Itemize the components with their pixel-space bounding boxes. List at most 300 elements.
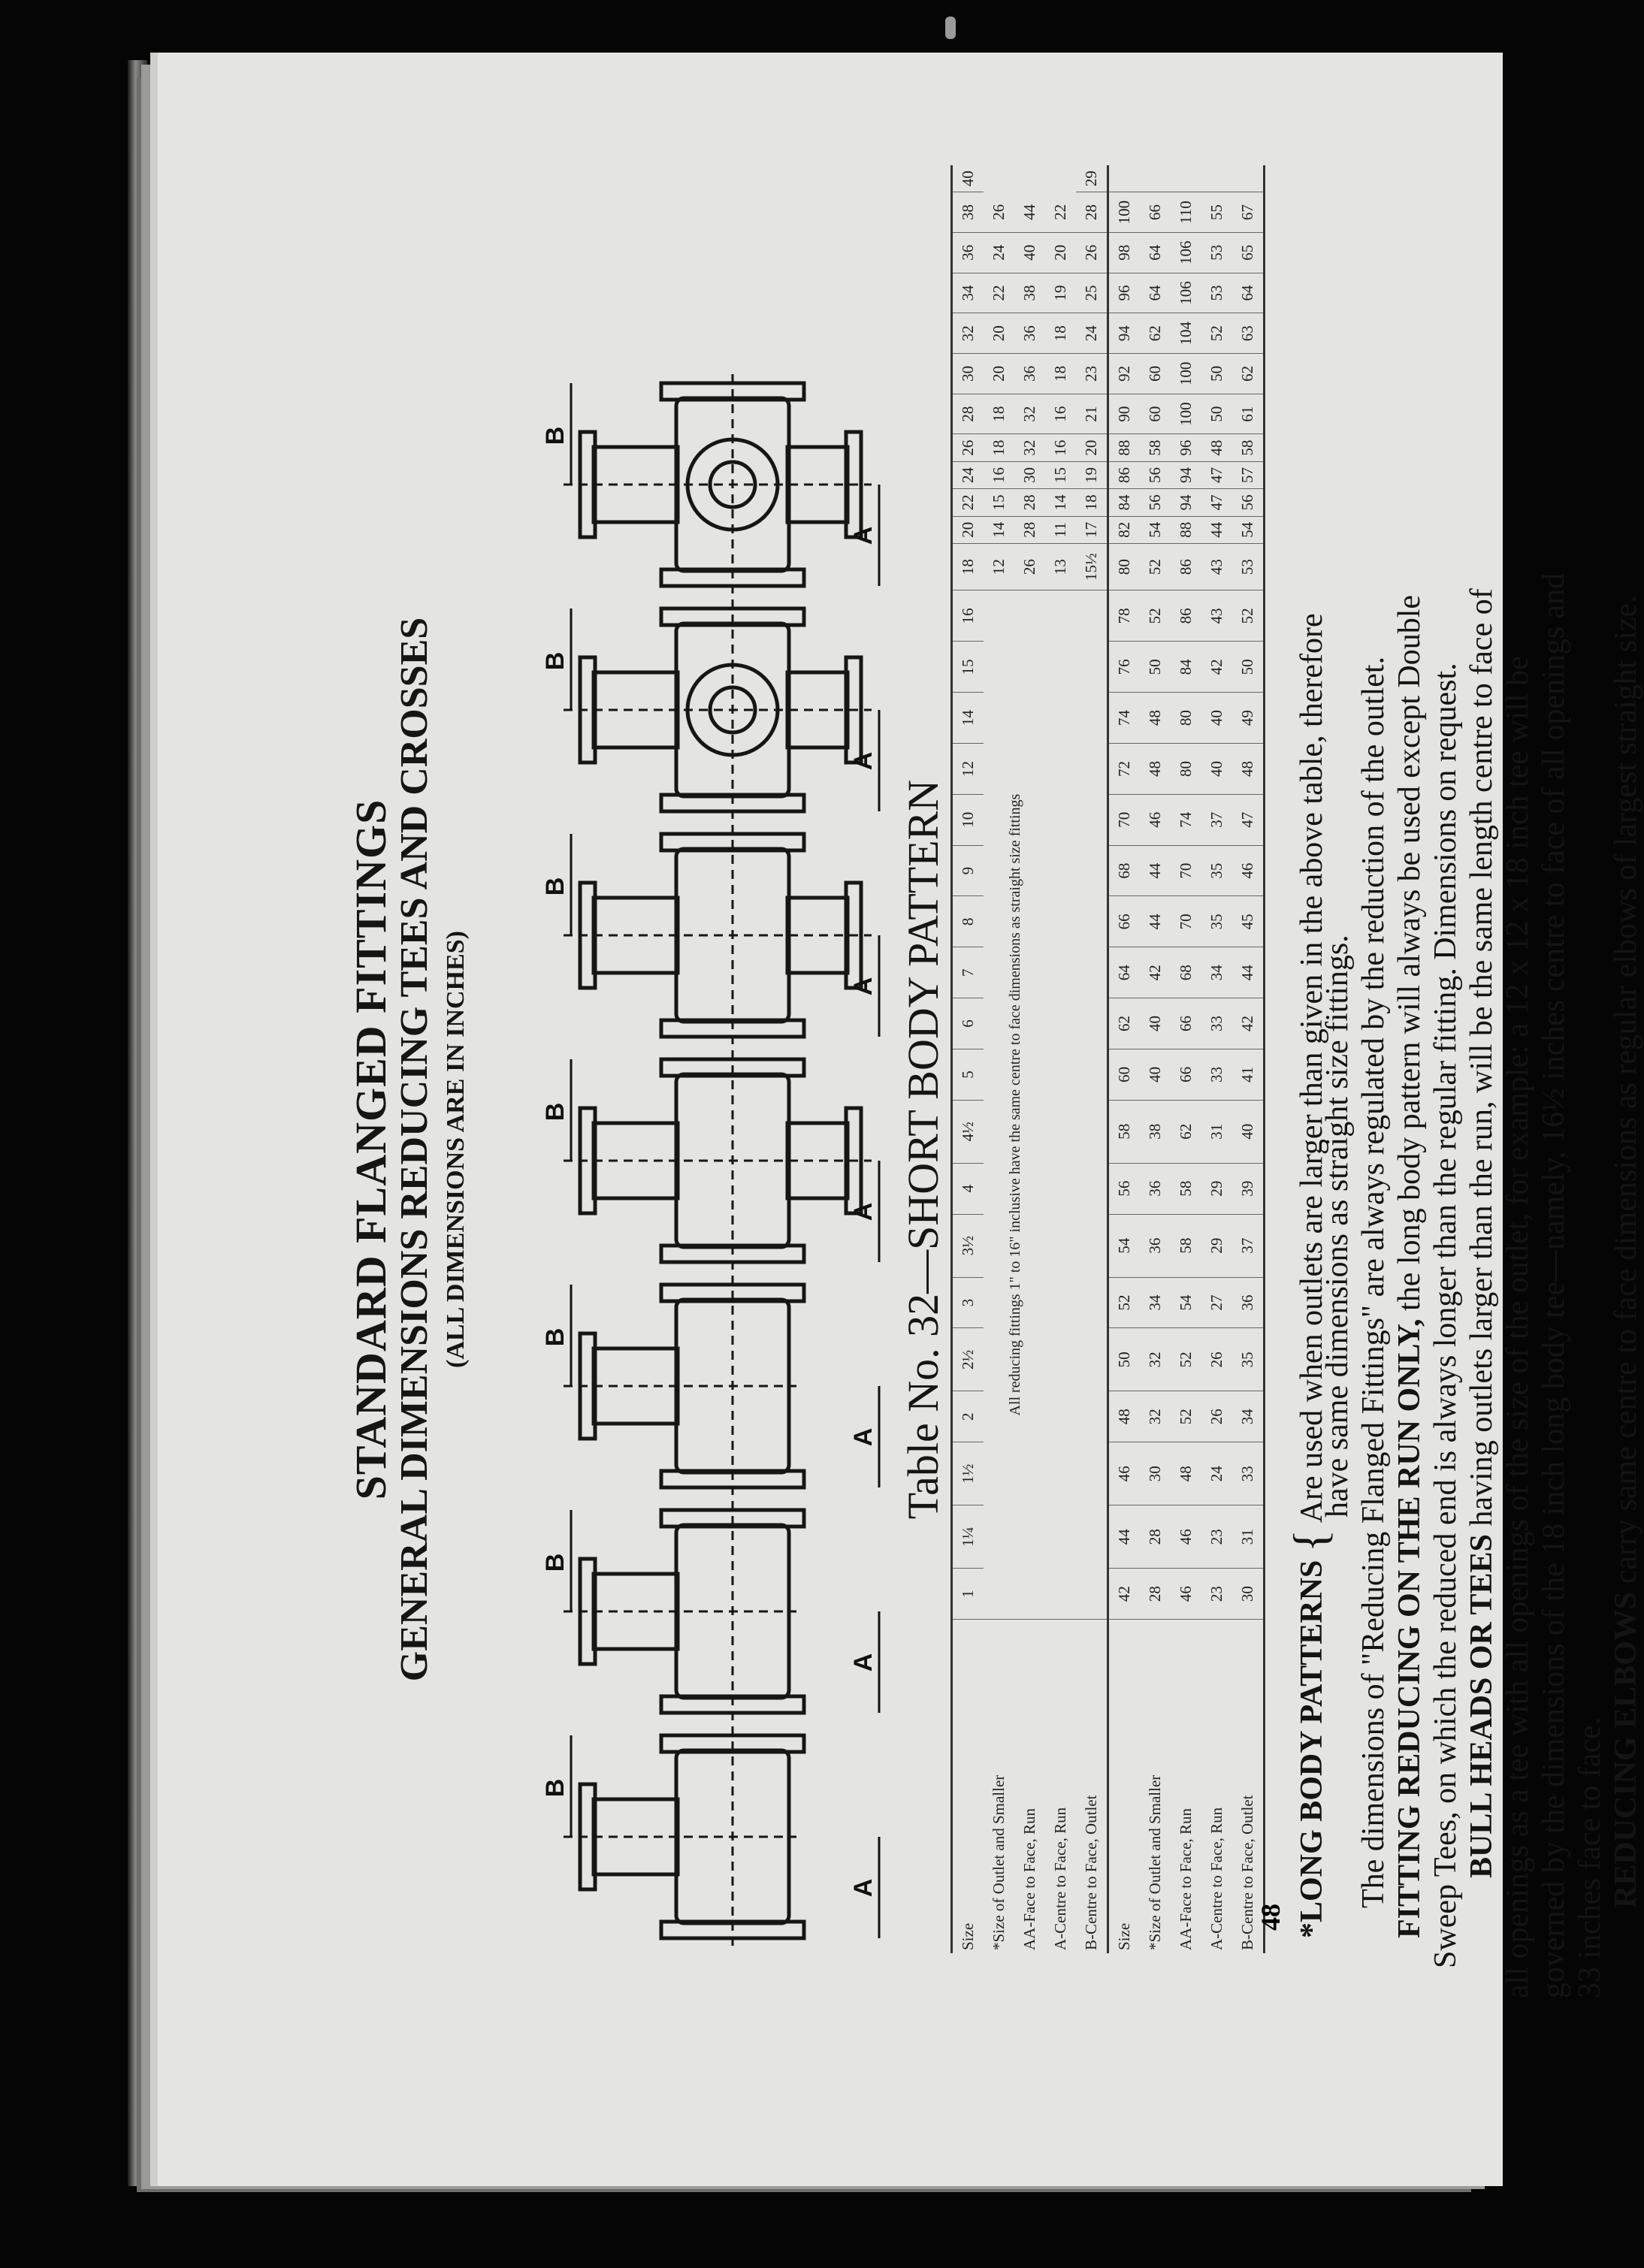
table-cell: 15½ (1076, 543, 1108, 590)
table-cell: 4½ (952, 1100, 984, 1163)
table-cell: 18 (1045, 313, 1076, 354)
notes-section (1283, 135, 1644, 1998)
page-title: STANDARD FLANGED FITTINGS (346, 799, 395, 1500)
note-p1b-bold: FITTING REDUCING ON THE RUN ONLY, (1392, 1318, 1427, 1938)
table-cell: 68 (1108, 845, 1141, 896)
table-cell: 28 (1140, 1505, 1171, 1569)
table-cell: 15 (984, 489, 1014, 516)
dim-label-a: A (849, 1202, 878, 1222)
table-cell: 20 (1045, 232, 1076, 273)
table-cell: 49 (1232, 693, 1265, 744)
table-cell: 65 (1232, 232, 1265, 273)
table-cell: 2½ (952, 1328, 984, 1391)
table-cell: 19 (1045, 273, 1076, 313)
table-cell: 3 (952, 1277, 984, 1328)
table-cell: 11 (1045, 516, 1076, 543)
dim-label-a: A (849, 1878, 878, 1898)
outlet-body (594, 1799, 678, 1874)
table-cell: 60 (1140, 354, 1171, 394)
table-cell: 27 (1201, 1277, 1232, 1328)
table-cell: 18 (952, 543, 984, 590)
dim-label-b: B (541, 1553, 570, 1572)
table-cell: 88 (1171, 516, 1201, 543)
table-cell: 18 (984, 434, 1014, 461)
table-cell: 60 (1108, 1049, 1141, 1100)
table-cell: 44 (1014, 192, 1045, 233)
table-cell: 90 (1108, 394, 1141, 434)
table-cell: 36 (1014, 354, 1045, 394)
table-cell: 82 (1108, 516, 1141, 543)
table-cell: 42 (1108, 1569, 1141, 1620)
units-note: (ALL DIMENSIONS ARE IN INCHES) (442, 931, 470, 1368)
table-cell: 34 (1232, 1391, 1265, 1442)
table-cell: 5 (952, 1049, 984, 1100)
page-subtitle: GENERAL DIMENSIONS REDUCING TEES AND CROSSES (393, 617, 436, 1682)
table-cell: 20 (984, 313, 1014, 354)
table-row (984, 165, 1014, 1953)
table-cell: 74 (1171, 794, 1201, 845)
table-cell: 7 (952, 947, 984, 998)
table-cell: 106 (1171, 232, 1201, 273)
table-cell: 16 (1045, 434, 1076, 461)
table-cell: 62 (1108, 998, 1141, 1049)
table-cell: 84 (1108, 489, 1141, 516)
table-cell: 53 (1201, 273, 1232, 313)
table-cell: 32 (1140, 1391, 1171, 1442)
table-cell: 16 (984, 461, 1014, 488)
table-cell: 45 (1232, 896, 1265, 947)
table-cell: 100 (1171, 394, 1201, 434)
outlet-body (594, 898, 678, 973)
table-cell: 47 (1201, 461, 1232, 488)
row-label: A-Centre to Face, Run (1207, 1807, 1225, 1950)
table-cell: 96 (1108, 273, 1141, 313)
outlet-body (594, 672, 678, 747)
dim-label-a: A (849, 1427, 878, 1447)
table-cell: 78 (1108, 590, 1141, 642)
table-cell: 40 (1201, 693, 1232, 744)
long-body-heading: *LONG BODY PATTERNS (1295, 1560, 1329, 1938)
table-cell: 55 (1201, 192, 1232, 233)
table-cell: 32 (952, 313, 984, 354)
table-cell: 22 (952, 489, 984, 516)
row-label: B-Centre to Face, Outlet (1232, 1620, 1265, 1954)
table-cell: 33 (1201, 1049, 1232, 1100)
fitting-diagrams (481, 361, 902, 1938)
outlet-body (594, 1574, 678, 1649)
table-cell: 22 (984, 273, 1014, 313)
merged-note-cell: All reducing fittings 1" to 16" inclusive have the same centre to face dimensions as straight size fittings (984, 590, 1108, 1620)
table-cell: 70 (1171, 845, 1201, 896)
dim-label-b: B (541, 1327, 570, 1347)
table-cell: 37 (1232, 1214, 1265, 1277)
table-cell: 35 (1232, 1328, 1265, 1391)
table-cell: 96 (1171, 434, 1201, 461)
table-cell: 16 (1045, 394, 1076, 434)
table-cell: 46 (1108, 1442, 1141, 1505)
table-cell: 106 (1171, 273, 1201, 313)
note-p6: 33 inches face to face. (1573, 1717, 1607, 1998)
table-row (1201, 165, 1232, 1953)
table-cell: 31 (1232, 1505, 1265, 1569)
table-cell: 62 (1232, 354, 1265, 394)
table-cell: 48 (1140, 744, 1171, 795)
table-cell: 34 (1201, 947, 1232, 998)
dimension-table (950, 165, 1265, 1953)
table-cell: 40 (1140, 998, 1171, 1049)
table-cell: 40 (1232, 1100, 1265, 1163)
table-cell: 23 (1201, 1505, 1232, 1569)
table-cell: 14 (1045, 489, 1076, 516)
table-cell: 26 (1201, 1328, 1232, 1391)
table-cell: 58 (1108, 1100, 1141, 1163)
table-cell: 92 (1108, 354, 1141, 394)
table-cell: 48 (1140, 693, 1171, 744)
table-cell: 8 (952, 896, 984, 947)
note-p1b: the long body pattern will always be used except Double (1392, 594, 1427, 1311)
table-cell: 46 (1171, 1569, 1201, 1620)
table-cell: 14 (952, 693, 984, 744)
table-cell: 20 (952, 516, 984, 543)
table-cell: 52 (1108, 1277, 1141, 1328)
table-cell: 53 (1201, 232, 1232, 273)
table-row (1171, 165, 1201, 1953)
table-cell: 15 (1045, 461, 1076, 488)
table-row (1232, 165, 1265, 1953)
table-cell: 86 (1171, 543, 1201, 590)
table-cell: 50 (1140, 642, 1171, 693)
table-cell: 52 (1171, 1328, 1201, 1391)
table-cell: 52 (1232, 590, 1265, 642)
table-cell: 23 (1201, 1569, 1232, 1620)
row-label: A-Centre to Face, Run (1051, 1807, 1069, 1950)
table-cell: 4 (952, 1163, 984, 1214)
table-cell: 38 (1014, 273, 1045, 313)
table-cell: 86 (1108, 461, 1141, 488)
table-cell: 58 (1171, 1214, 1201, 1277)
table-cell: 14 (984, 516, 1014, 543)
table-cell: 104 (1171, 313, 1201, 354)
table-cell: 40 (1140, 1049, 1171, 1100)
table-cell: 50 (1201, 354, 1232, 394)
table-cell: 54 (1232, 516, 1265, 543)
note-p3: having outlets larger than the run, will be the same length centre to face of (1464, 588, 1499, 1527)
table-cell: 44 (1140, 845, 1171, 896)
table-cell: 41 (1232, 1049, 1265, 1100)
table-cell: 30 (1014, 461, 1045, 488)
dim-label-b: B (541, 877, 570, 896)
dim-label-a: A (849, 1653, 878, 1672)
table-cell: 66 (1108, 896, 1141, 947)
table-cell: 50 (1108, 1328, 1141, 1391)
table-cell: 52 (1140, 590, 1171, 642)
table-cell: 20 (984, 354, 1014, 394)
table-cell: 18 (1076, 489, 1108, 516)
table-cell: 48 (1201, 434, 1232, 461)
table-row (952, 165, 984, 1953)
table-cell: 1½ (952, 1442, 984, 1505)
table-cell: 26 (1014, 543, 1045, 590)
outlet-body (594, 1348, 678, 1424)
table-cell: 30 (1140, 1442, 1171, 1505)
table-cell: 12 (984, 543, 1014, 590)
table-cell: 61 (1232, 394, 1265, 434)
long-body-text-1: Are used when outlets are larger than given in the above table, therefore (1295, 613, 1329, 1524)
table-cell: 56 (1140, 461, 1171, 488)
brace: { (1283, 1529, 1337, 1553)
table-cell: 68 (1171, 947, 1201, 998)
table-row (1140, 165, 1171, 1953)
table-cell: 70 (1171, 896, 1201, 947)
table-row (1108, 165, 1141, 1953)
table-cell: 62 (1140, 313, 1171, 354)
table-cell: 13 (1045, 543, 1076, 590)
page-binding (128, 60, 147, 2186)
long-body-text-2: have same dimensions as straight size fittings. (1320, 935, 1355, 1518)
table-cell: 94 (1108, 313, 1141, 354)
table-cell: 25 (1076, 273, 1108, 313)
table-cell: 34 (1140, 1277, 1171, 1328)
table-cell: 66 (1171, 998, 1201, 1049)
table-cell: 42 (1201, 642, 1232, 693)
table-cell: 66 (1171, 1049, 1201, 1100)
table-cell: 44 (1140, 896, 1171, 947)
table-cell: 110 (1171, 192, 1201, 233)
table-cell: 20 (1076, 434, 1108, 461)
table-cell: 58 (1171, 1163, 1201, 1214)
table-cell: 63 (1232, 313, 1265, 354)
table-cell: 43 (1201, 543, 1232, 590)
table-cell (1201, 165, 1232, 192)
table-cell: 36 (1014, 313, 1045, 354)
dim-label-b: B (541, 1102, 570, 1122)
table-cell: 48 (1108, 1391, 1141, 1442)
table-cell: 32 (1014, 394, 1045, 434)
table-cell: 39 (1232, 1163, 1265, 1214)
table-cell: 16 (952, 590, 984, 642)
table-cell: 50 (1201, 394, 1232, 434)
table-cell: 22 (1045, 192, 1076, 233)
table-cell: 86 (1171, 590, 1201, 642)
table-cell: 36 (1140, 1163, 1171, 1214)
table-cell: 64 (1140, 232, 1171, 273)
table-cell: 98 (1108, 232, 1141, 273)
row-label: AA-Face to Face, Run (1177, 1808, 1195, 1950)
table-cell: 38 (1140, 1100, 1171, 1163)
note-p1b-row (1392, 135, 1428, 1998)
table-cell: 44 (1108, 1505, 1141, 1569)
table-cell: 10 (952, 794, 984, 845)
table-cell: 42 (1232, 998, 1265, 1049)
table-cell: 62 (1171, 1100, 1201, 1163)
catalog-page (150, 53, 1643, 2186)
row-label: *Size of Outlet and Smaller (1146, 1774, 1164, 1950)
table-cell: 76 (1108, 642, 1141, 693)
table-cell: 18 (984, 394, 1014, 434)
row-label: Size (1108, 1620, 1141, 1954)
note-p4: all openings as a tee with all openings of the size of the outlet, for example: a 12 x 12 x 18 inch tee will be (1500, 656, 1535, 1998)
table-cell: 33 (1232, 1442, 1265, 1505)
table-cell: 35 (1201, 896, 1232, 947)
table-cell: 40 (1201, 744, 1232, 795)
table-cell: 24 (984, 232, 1014, 273)
row-label: Size (952, 1620, 984, 1954)
table-cell: 12 (952, 744, 984, 795)
table-cell: 52 (1201, 313, 1232, 354)
table-cell: 47 (1201, 489, 1232, 516)
table-cell: 15 (952, 642, 984, 693)
table-cell: 30 (1232, 1569, 1265, 1620)
dim-label-b: B (541, 651, 570, 671)
note-p3-bold: BULL HEADS OR TEES (1464, 1534, 1499, 1878)
table-cell: 26 (952, 434, 984, 461)
table-cell: 54 (1171, 1277, 1201, 1328)
table-cell: 50 (1232, 642, 1265, 693)
table-cell: 42 (1140, 947, 1171, 998)
dim-label-a: A (849, 751, 878, 771)
table-cell: 94 (1171, 461, 1201, 488)
table-cell: 21 (1076, 394, 1108, 434)
table-cell: 19 (1076, 461, 1108, 488)
dim-label-a: A (849, 526, 878, 545)
table-cell: 35 (1201, 845, 1232, 896)
table-cell: 17 (1076, 516, 1108, 543)
table-cell: 53 (1232, 543, 1265, 590)
table-cell: 52 (1171, 1391, 1201, 1442)
table-cell: 52 (1140, 543, 1171, 590)
table-cell: 66 (1140, 192, 1171, 233)
note-p7-bold: REDUCING ELBOWS (1609, 1591, 1643, 1908)
row-label: AA-Face to Face, Run (1020, 1808, 1038, 1950)
table-cell: 29 (1201, 1214, 1232, 1277)
outlet-body (594, 447, 678, 522)
table-cell: 28 (1014, 489, 1045, 516)
page-number: 48 (1256, 1904, 1286, 1931)
table-cell: 64 (1140, 273, 1171, 313)
table-cell: 70 (1108, 794, 1141, 845)
table-cell: 2 (952, 1391, 984, 1442)
table-cell (1140, 165, 1171, 192)
table-cell: 100 (1108, 192, 1141, 233)
table-cell: 94 (1171, 489, 1201, 516)
table-cell (1108, 165, 1141, 192)
table-cell: 64 (1108, 947, 1141, 998)
table-cell: 57 (1232, 461, 1265, 488)
table-cell: 29 (1201, 1163, 1232, 1214)
table-cell: 28 (1140, 1569, 1171, 1620)
fitting-diagram-svg (481, 361, 902, 1938)
table-cell: 18 (1045, 354, 1076, 394)
table-cell: 60 (1140, 394, 1171, 434)
table-cell: 74 (1108, 693, 1141, 744)
table-cell: 30 (952, 354, 984, 394)
table-cell: 31 (1201, 1100, 1232, 1163)
table-cell: 1¼ (952, 1505, 984, 1569)
table-cell: 56 (1232, 489, 1265, 516)
table-cell: 80 (1108, 543, 1141, 590)
table-cell: 23 (1076, 354, 1108, 394)
table-cell: 3½ (952, 1214, 984, 1277)
table-cell: 46 (1140, 794, 1171, 845)
table-cell: 26 (1076, 232, 1108, 273)
table-cell: 44 (1201, 516, 1232, 543)
table-cell: 88 (1108, 434, 1141, 461)
table-cell: 24 (1201, 1442, 1232, 1505)
table-cell: 26 (984, 192, 1014, 233)
table-cell: 54 (1140, 516, 1171, 543)
dim-label-b: B (541, 426, 570, 445)
table-cell: 28 (1014, 516, 1045, 543)
table-cell: 1 (952, 1569, 984, 1620)
table-cell: 47 (1232, 794, 1265, 845)
table-cell: 80 (1171, 744, 1201, 795)
table-cell: 44 (1232, 947, 1265, 998)
table-cell: 80 (1171, 693, 1201, 744)
table-cell: 28 (1076, 192, 1108, 233)
table-cell: 67 (1232, 192, 1265, 233)
table-cell: 37 (1201, 794, 1232, 845)
table-cell: 46 (1232, 845, 1265, 896)
table-cell: 100 (1171, 354, 1201, 394)
note-p5: governed by the dimensions of the 18 inch long body tee—namely, 16½ inches centre to face of all openings and (1537, 572, 1571, 1998)
table-title: Table No. 32—SHORT BODY PATTERN (899, 779, 947, 1520)
note-p2: Sweep Tees, on which the reduced end is always longer than the regular fitting. Dimensions on request. (1428, 663, 1463, 1968)
table-cell: 46 (1171, 1505, 1201, 1569)
table-cell: 40 (952, 165, 984, 192)
rotated-content (158, 113, 1643, 2186)
table-cell: 24 (1076, 313, 1108, 354)
note-p3-row (1464, 135, 1500, 1998)
table-cell: 40 (1014, 232, 1045, 273)
table-cell: 33 (1201, 998, 1232, 1049)
table-cell: 32 (1140, 1328, 1171, 1391)
table-cell: 9 (952, 845, 984, 896)
table-cell: 58 (1140, 434, 1171, 461)
row-label: B-Centre to Face, Outlet (1082, 1795, 1100, 1950)
note-p1a: The dimensions of "Reducing Flanged Fittings" are always regulated by the reduction of the outlet. (1356, 656, 1391, 1908)
table-cell: 43 (1201, 590, 1232, 642)
note-p7: carry same centre to face dimensions as regular elbows of largest straight size. (1609, 595, 1643, 1584)
table-cell: 29 (1076, 165, 1108, 192)
table-cell (1232, 165, 1265, 192)
table-cell: 48 (1171, 1442, 1201, 1505)
table-cell: 6 (952, 998, 984, 1049)
dust-speck (945, 17, 956, 39)
dim-label-a: A (849, 977, 878, 996)
dim-label-b: B (541, 1778, 570, 1798)
table-cell: 26 (1201, 1391, 1232, 1442)
table-cell: 48 (1232, 744, 1265, 795)
table-cell: 38 (952, 192, 984, 233)
note-p7-row (1608, 135, 1644, 1998)
table-cell: 56 (1140, 489, 1171, 516)
table-cell: 64 (1232, 273, 1265, 313)
outlet-body (594, 1123, 678, 1198)
table-cell: 28 (952, 394, 984, 434)
table-cell: 34 (952, 273, 984, 313)
table-cell: 32 (1014, 434, 1045, 461)
table-cell: 56 (1108, 1163, 1141, 1214)
table-cell: 72 (1108, 744, 1141, 795)
table-cell (1171, 165, 1201, 192)
table-cell: 36 (1140, 1214, 1171, 1277)
table-cell: 84 (1171, 642, 1201, 693)
row-label: *Size of Outlet and Smaller (990, 1774, 1008, 1950)
table-cell: 58 (1232, 434, 1265, 461)
table-cell: 54 (1108, 1214, 1141, 1277)
table-cell: 36 (1232, 1277, 1265, 1328)
table-cell: 24 (952, 461, 984, 488)
